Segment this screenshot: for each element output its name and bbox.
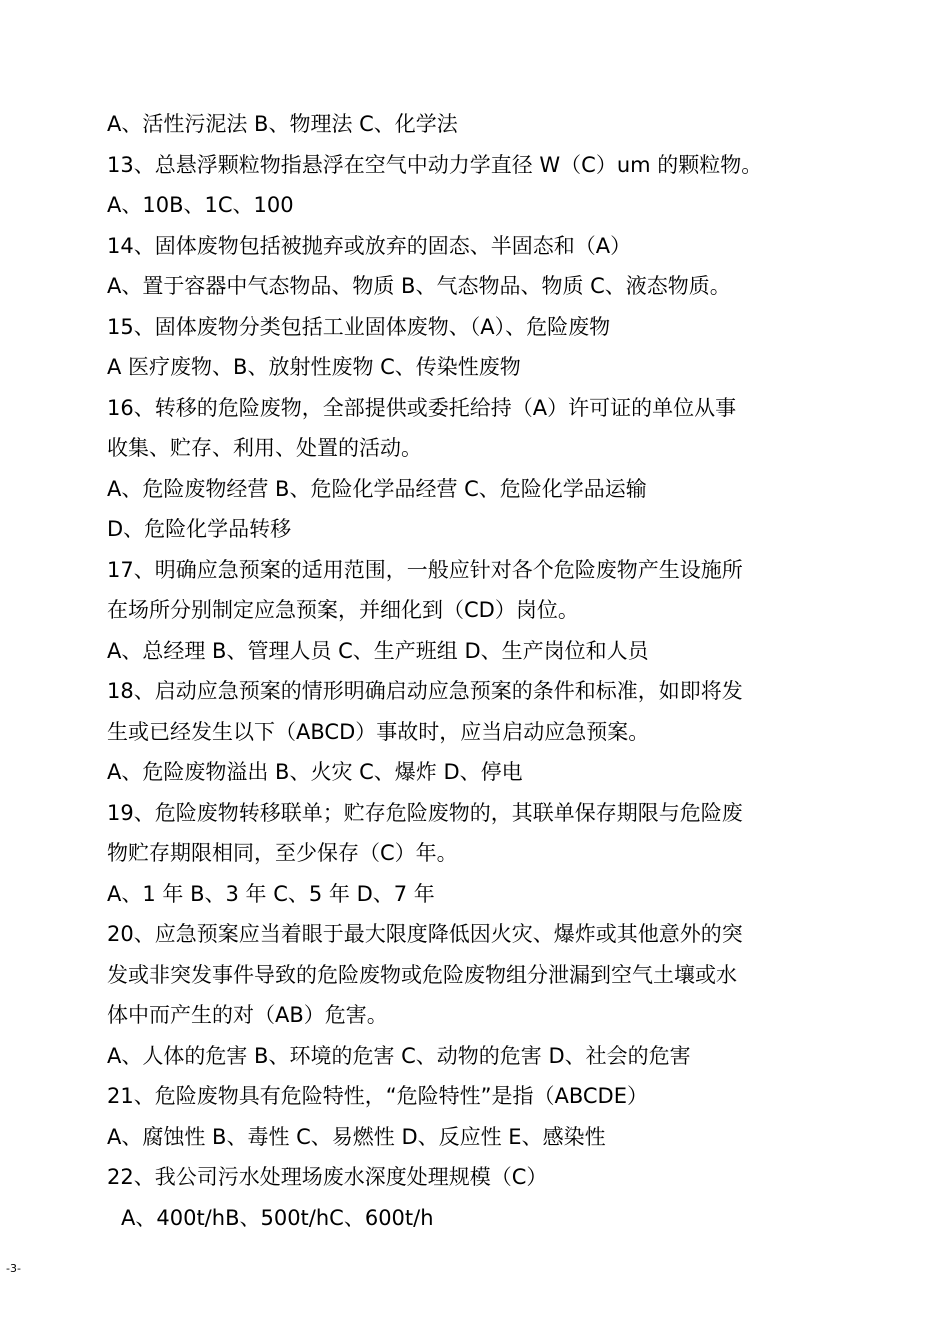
- question-19-cont: 物贮存期限相同，至少保存（C）年。: [107, 841, 458, 865]
- options-17: A、总经理 B、管理人员 C、生产班组 D、生产岗位和人员: [107, 638, 649, 663]
- question-19: 19、危险废物转移联单；贮存危险废物的，其联单保存期限与危险废: [107, 800, 743, 825]
- question-17-cont: 在场所分别制定应急预案，并细化到（CD）岗位。: [107, 598, 579, 622]
- question-15: 15、固体废物分类包括工业固体废物、（A）、危险废物: [107, 314, 611, 339]
- question-16-cont: 收集、贮存、利用、处置的活动。: [107, 436, 422, 460]
- options-15: A 医疗废物、B、放射性废物 C、传染性废物: [107, 355, 521, 379]
- text-line: A、活性污泥法 B、物理法 C、化学法: [107, 112, 458, 136]
- question-20-cont: 发或非突发事件导致的危险废物或危险废物组分泄漏到空气土壤或水: [107, 962, 737, 987]
- options-20: A、人体的危害 B、环境的危害 C、动物的危害 D、社会的危害: [107, 1043, 691, 1068]
- question-16: 16、转移的危险废物，全部提供或委托给持（A）许可证的单位从事: [107, 395, 737, 420]
- options-18: A、危险废物溢出 B、火灾 C、爆炸 D、停电: [107, 760, 523, 784]
- question-13: 13、总悬浮颗粒物指悬浮在空气中动力学直径 W（C）um 的颗粒物。: [107, 152, 763, 177]
- document-body: [107, 104, 847, 1238]
- options-16-cont: D、危险化学品转移: [107, 517, 292, 541]
- options-22: A、400t/hB、500t/hC、600t/h: [121, 1205, 434, 1230]
- question-20: 20、应急预案应当着眼于最大限度降低因火灾、爆炸或其他意外的突: [107, 922, 743, 946]
- question-18: 18、启动应急预案的情形明确启动应急预案的条件和标准，如即将发: [107, 679, 743, 703]
- page-number: -3-: [6, 1262, 21, 1275]
- question-18-cont: 生或已经发生以下（ABCD）事故时，应当启动应急预案。: [107, 719, 650, 744]
- question-14: 14、固体废物包括被抛弃或放弃的固态、半固态和（A）: [107, 233, 632, 258]
- options-19: A、1 年 B、3 年 C、5 年 D、7 年: [107, 881, 435, 906]
- question-22: 22、我公司污水处理场废水深度处理规模（C）: [107, 1165, 548, 1189]
- question-21: 21、危险废物具有危险特性，“危险特性”是指（ABCDE）: [107, 1084, 648, 1108]
- options-13: A、10B、1C、100: [107, 193, 294, 217]
- options-14: A、置于容器中气态物品、物质 B、气态物品、物质 C、液态物质。: [107, 274, 731, 298]
- question-20-cont2: 体中而产生的对（AB）危害。: [107, 1003, 388, 1027]
- question-17: 17、明确应急预案的适用范围，一般应针对各个危险废物产生设施所: [107, 557, 743, 582]
- options-21: A、腐蚀性 B、毒性 C、易燃性 D、反应性 E、感染性: [107, 1124, 606, 1149]
- options-16: A、危险废物经营 B、危险化学品经营 C、危险化学品运输: [107, 476, 647, 501]
